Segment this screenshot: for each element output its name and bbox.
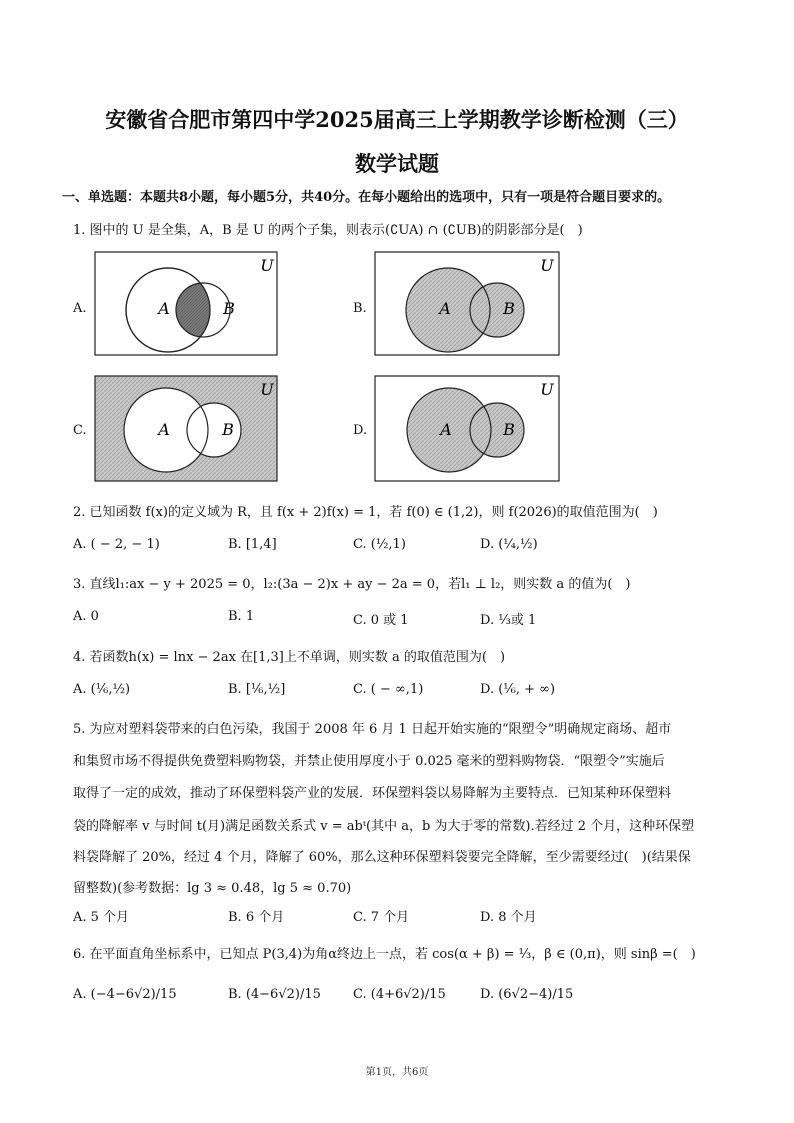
q2-option-c[interactable]: C. (½,1) bbox=[353, 537, 406, 552]
q3-option-d[interactable]: D. ⅓或 1 bbox=[480, 613, 537, 628]
question-5-line-1: 5. 为应对塑料袋带来的白色污染，我国于 2008 年 6 月 1 日起开始实施的“限塑令”明确规定商场、超市 bbox=[73, 722, 672, 737]
set-a-label: A bbox=[440, 420, 452, 439]
question-5-line-4: 袋的降解率 v 与时间 t(月)满足函数关系式 v = abᵗ(其中 a，b 为大于零的常数).若经过 2 个月，这种环保塑 bbox=[73, 819, 695, 834]
universe-label: U bbox=[260, 256, 274, 275]
venn-option-d[interactable] bbox=[375, 376, 559, 481]
q6-option-a[interactable]: A. (−4−6√2)/15 bbox=[73, 987, 177, 1002]
q1-option-c-label[interactable]: C. bbox=[73, 423, 87, 438]
q3-option-b[interactable]: B. 1 bbox=[228, 609, 255, 624]
q5-option-b[interactable]: B. 6 个月 bbox=[228, 910, 285, 925]
set-b-label: B bbox=[503, 420, 515, 439]
question-2-stem: 2. 已知函数 f(x)的定义域为 R，且 f(x + 2)f(x) = 1，若 f(0) ∈ (1,2)，则 f(2026)的取值范围为( ) bbox=[73, 505, 658, 520]
question-4-stem: 4. 若函数h(x) = lnx − 2ax 在[1,3]上不单调，则实数 a 的取值范围为( ) bbox=[73, 650, 506, 665]
venn-option-b[interactable] bbox=[375, 252, 559, 355]
q6-option-c[interactable]: C. (4+6√2)/15 bbox=[353, 987, 446, 1002]
venn-option-a[interactable] bbox=[95, 252, 277, 355]
universe-label: U bbox=[260, 380, 274, 399]
set-b-label: B bbox=[222, 420, 234, 439]
q1-option-a-label[interactable]: A. bbox=[73, 301, 87, 316]
q5-option-a[interactable]: A. 5 个月 bbox=[73, 910, 130, 925]
q4-option-d[interactable]: D. (⅙, + ∞) bbox=[480, 682, 556, 697]
universe-label: U bbox=[540, 380, 554, 399]
set-a-label: A bbox=[158, 420, 170, 439]
question-5-line-5: 料袋降解了 20%，经过 4 个月，降解了 60%，那么这种环保塑料袋要完全降解，至少需要经过( )(结果保 bbox=[73, 850, 691, 865]
set-a-label: A bbox=[158, 299, 170, 318]
page-subtitle: 数学试题 bbox=[355, 151, 439, 176]
q3-option-a[interactable]: A. 0 bbox=[73, 609, 99, 624]
q2-option-b[interactable]: B. [1,4] bbox=[228, 537, 277, 552]
universe-label: U bbox=[540, 256, 554, 275]
q2-option-d[interactable]: D. (¼,½) bbox=[480, 537, 538, 552]
q6-option-b[interactable]: B. (4−6√2)/15 bbox=[228, 987, 321, 1002]
q5-option-c[interactable]: C. 7 个月 bbox=[353, 910, 410, 925]
question-1-stem: 1. 图中的 U 是全集，A，B 是 U 的两个子集，则表示(∁UA) ∩ (∁UB)的阴影部分是( ) bbox=[73, 223, 583, 238]
section-heading: 一、单选题：本题共8小题，每小题5分，共40分。在每小题给出的选项中，只有一项是符合题目要求的。 bbox=[62, 190, 671, 205]
question-5-line-3: 取得了一定的成效，推动了环保塑料袋产业的发展．环保塑料袋以易降解为主要特点．已知某种环保塑料 bbox=[73, 786, 672, 801]
q4-option-a[interactable]: A. (⅙,½) bbox=[73, 682, 131, 697]
set-b-label: B bbox=[503, 299, 515, 318]
page-title: 安徽省合肥市第四中学2025届高三上学期教学诊断检测（三） bbox=[105, 107, 689, 132]
venn-option-c[interactable] bbox=[95, 376, 277, 481]
q3-option-c[interactable]: C. 0 或 1 bbox=[353, 613, 409, 628]
question-3-stem: 3. 直线l₁:ax − y + 2025 = 0，l₂:(3a − 2)x + ay − 2a = 0，若l₁ ⊥ l₂，则实数 a 的值为( ) bbox=[73, 577, 631, 592]
q5-option-d[interactable]: D. 8 个月 bbox=[480, 910, 537, 925]
question-5-line-2: 和集贸市场不得提供免费塑料购物袋，并禁止使用厚度小于 0.025 毫米的塑料购物袋．“限塑令”实施后 bbox=[73, 754, 665, 769]
q1-option-b-label[interactable]: B. bbox=[353, 301, 367, 316]
set-b-label: B bbox=[223, 299, 235, 318]
set-a-label: A bbox=[439, 299, 451, 318]
q4-option-b[interactable]: B. [⅙,½] bbox=[228, 682, 286, 697]
q4-option-c[interactable]: C. ( − ∞,1) bbox=[353, 682, 424, 697]
q6-option-d[interactable]: D. (6√2−4)/15 bbox=[480, 987, 574, 1002]
question-5-line-6: 留整数)(参考数据：lg 3 ≈ 0.48，lg 5 ≈ 0.70) bbox=[73, 881, 352, 896]
venn-diagrams bbox=[60, 244, 580, 494]
question-6-stem: 6. 在平面直角坐标系中，已知点 P(3,4)为角α终边上一点，若 cos(α + β) = ⅓，β ∈ (0,π)，则 sinβ =( ) bbox=[73, 947, 696, 962]
page-footer: 第1页，共6页 bbox=[365, 1067, 429, 1078]
q1-option-d-label[interactable]: D. bbox=[353, 423, 368, 438]
q2-option-a[interactable]: A. ( − 2, − 1) bbox=[73, 537, 160, 552]
